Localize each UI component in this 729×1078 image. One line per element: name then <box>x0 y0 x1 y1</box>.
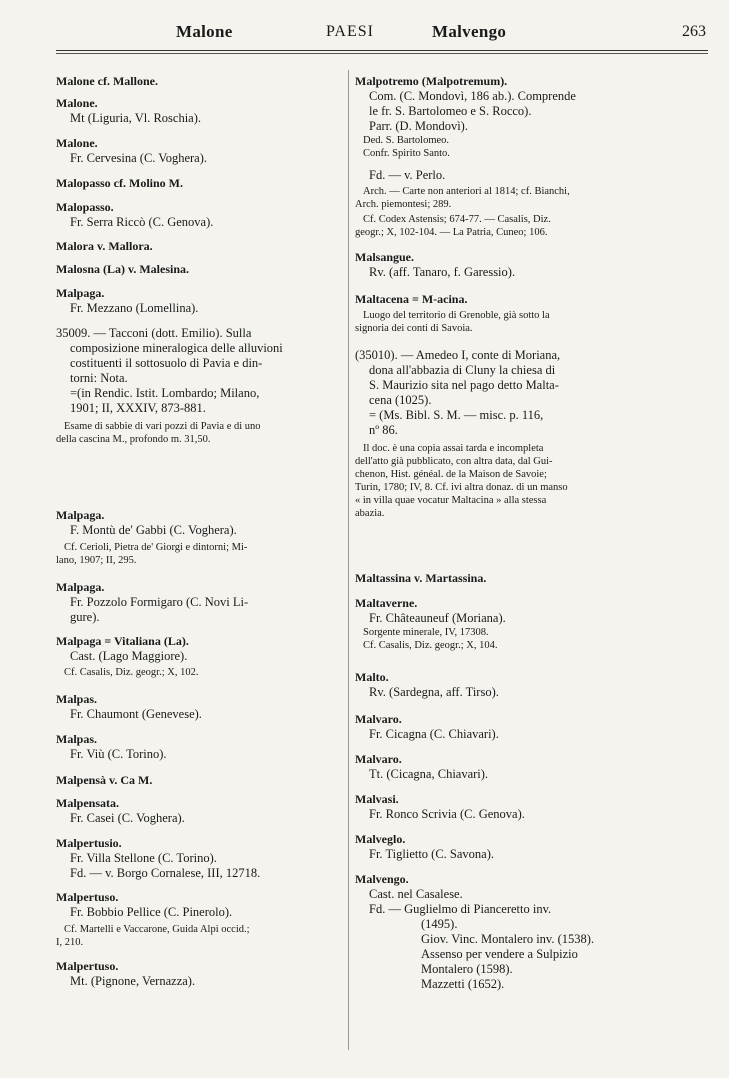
entry-headword: Malora v. Mallora. <box>56 239 153 253</box>
entry <box>56 732 346 762</box>
entry-note: chenon, Hist. généal. de la Maison de Savoie; <box>355 469 547 480</box>
entry-line: Fr. Cicagna (C. Chiavari). <box>369 727 499 741</box>
entry-line: Cast. nel Casalese. <box>369 887 463 901</box>
entry-note: Esame di sabbie di vari pozzi di Pavia e di uno <box>64 421 261 432</box>
entry-note: Arch. piemontesi; 289. <box>355 199 452 210</box>
entry <box>56 326 346 446</box>
entry-note: della cascina M., profondo m. 31,50. <box>56 434 211 445</box>
entry-line: Montalero (1598). <box>421 962 513 976</box>
entry <box>355 168 647 239</box>
entry-headword: Maltacena = M-acina. <box>355 292 468 306</box>
entry <box>355 712 647 742</box>
entry-note: abazia. <box>355 508 385 519</box>
entry-headword: Malopasso. <box>56 200 114 214</box>
entry-line: 1901; II, XXXIV, 873-881. <box>70 401 206 415</box>
entry-line: Mazzetti (1652). <box>421 977 505 991</box>
entry <box>56 262 346 277</box>
entry-headword: Malvaro. <box>355 752 402 766</box>
entry-line: Fr. Chaumont (Genevese). <box>70 707 202 721</box>
entry-line: =(in Rendic. Istit. Lombardo; Milano, <box>70 386 260 400</box>
entry-headword: Malpertusio. <box>56 836 122 850</box>
entry-line: S. Maurizio sita nel pago detto Malta- <box>369 378 559 392</box>
entry <box>355 292 647 335</box>
running-header <box>56 22 708 46</box>
entry-note: Sorgente minerale, IV, 17308. <box>363 627 489 638</box>
entry-headword: Malvasi. <box>355 792 399 806</box>
entry-line: = (Ms. Bibl. S. M. — misc. p. 116, <box>369 408 544 422</box>
entry <box>56 136 346 166</box>
entry <box>56 508 346 567</box>
entry <box>355 348 647 520</box>
entry-note: Confr. Spirito Santo. <box>363 148 450 159</box>
header-section: PAESI <box>326 23 374 40</box>
entry-note: « in villa quae vocatur Maltacina » alla stessa <box>355 495 547 506</box>
entry-headword: Malsangue. <box>355 250 415 264</box>
entry-line: gure). <box>70 610 100 624</box>
entry-note: Cf. Cerioli, Pietra de' Giorgi e dintorni; Mi- <box>64 542 248 553</box>
entry <box>355 670 647 700</box>
column-divider <box>348 70 349 1050</box>
entry-line: Fr. Tiglietto (C. Savona). <box>369 847 495 861</box>
entry-line: Fd. — Guglielmo di Pianceretto inv. <box>369 902 552 916</box>
entry <box>56 836 346 881</box>
entry-line: F. Montù de' Gabbi (C. Voghera). <box>70 523 237 537</box>
entry-line: Rv. (Sardegna, aff. Tirso). <box>369 685 499 699</box>
entry <box>355 571 647 586</box>
entry-line: Assenso per vendere a Sulpizio <box>421 947 578 961</box>
entry-headword: Malveglo. <box>355 832 406 846</box>
header-left-word: Malone <box>176 22 233 41</box>
entry-headword: Malpaga = Vitaliana (La). <box>56 634 189 648</box>
entry-note: geogr.; X, 102-104. — La Patria, Cuneo; 106. <box>355 227 548 238</box>
entry <box>355 596 647 652</box>
entry-line: Fr. Villa Stellone (C. Torino). <box>70 851 217 865</box>
entry-line: costituenti il sottosuolo di Pavia e din- <box>70 356 263 370</box>
entry-line: Cast. (Lago Maggiore). <box>70 649 188 663</box>
entry-note: I, 210. <box>56 937 84 948</box>
entry-line: Tt. (Cicagna, Chiavari). <box>369 767 489 781</box>
entry-line: composizione mineralogica delle alluvioni <box>70 341 283 355</box>
entry-headword: Malvengo. <box>355 872 409 886</box>
entry-headword: Malopasso cf. Molino M. <box>56 176 183 190</box>
entry <box>56 580 346 625</box>
entry <box>56 773 346 788</box>
entry-headword: Malone cf. Mallone. <box>56 74 158 88</box>
entry <box>56 634 346 679</box>
entry-line: Fr. Ronco Scrivia (C. Genova). <box>369 807 525 821</box>
entry-line: Rv. (aff. Tanaro, f. Garessio). <box>369 265 516 279</box>
entry-line: (1495). <box>421 917 458 931</box>
entry-note: Il doc. è una copia assai tarda e incompleta <box>363 443 544 454</box>
entry <box>56 239 346 254</box>
entry <box>56 176 346 191</box>
entry-line: Fr. Bobbio Pellice (C. Pinerolo). <box>70 905 233 919</box>
entry-headword: Malone. <box>56 96 98 110</box>
entry-headword: Malpertuso. <box>56 959 119 973</box>
entry-note: lano, 1907; II, 295. <box>56 555 137 566</box>
entry-line: nº 86. <box>369 423 398 437</box>
entry-line: Fr. Mezzano (Lomellina). <box>70 301 199 315</box>
entry <box>355 872 647 992</box>
entry-line: (35010). — Amedeo I, conte di Moriana, <box>355 348 561 362</box>
entry <box>56 286 346 316</box>
entry <box>56 890 346 949</box>
entry <box>355 752 647 782</box>
entry-line: Com. (C. Mondovì, 186 ab.). Comprende <box>369 89 576 103</box>
entry-headword: Malpaga. <box>56 508 105 522</box>
entry-note: Luogo del territorio di Grenoble, già sotto la <box>363 310 550 321</box>
entry-note: Ded. S. Bartolomeo. <box>363 135 450 146</box>
entry-headword: Malpas. <box>56 732 98 746</box>
entry-line: 35009. — Tacconi (dott. Emilio). Sulla <box>56 326 252 340</box>
entry-line: Fr. Châteauneuf (Moriana). <box>369 611 506 625</box>
entry-line: Fr. Pozzolo Formigaro (C. Novi Li- <box>70 595 249 609</box>
entry-line: torni: Nota. <box>70 371 128 385</box>
entry-line: Fd. — v. Borgo Cornalese, III, 12718. <box>70 866 261 880</box>
entry <box>355 74 647 160</box>
entry <box>56 74 346 89</box>
entry-headword: Malto. <box>355 670 389 684</box>
entry-headword: Malpaga. <box>56 286 105 300</box>
entry-line: Fr. Viù (C. Torino). <box>70 747 167 761</box>
entry-note: Cf. Martelli e Vaccarone, Guida Alpi occid.; <box>64 924 250 935</box>
entry <box>56 692 346 722</box>
entry-headword: Malpensata. <box>56 796 119 810</box>
entry-headword: Malosna (La) v. Malesina. <box>56 262 190 276</box>
entry-note: dell'atto già pubblicato, con altra data, dal Gui- <box>355 456 553 467</box>
entry <box>355 250 647 280</box>
entry-headword: Malpaga. <box>56 580 105 594</box>
entry-line: Mt (Liguria, Vl. Roschia). <box>70 111 201 125</box>
entry-line: Parr. (D. Mondovì). <box>369 119 468 133</box>
entry-headword: Malpas. <box>56 692 98 706</box>
entry-line: Mt. (Pignone, Vernazza). <box>70 974 196 988</box>
entry-headword: Malvaro. <box>355 712 402 726</box>
entry-headword: Malone. <box>56 136 98 150</box>
entry-line: Fr. Casei (C. Voghera). <box>70 811 185 825</box>
entry-note: signoria dei conti di Savoia. <box>355 323 473 334</box>
entry-line: cena (1025). <box>369 393 432 407</box>
entry-headword: Malpotremo (Malpotremum). <box>355 74 508 88</box>
entry-line: Fr. Cervesina (C. Voghera). <box>70 151 208 165</box>
entry <box>355 832 647 862</box>
entry-headword: Malpertuso. <box>56 890 119 904</box>
entry <box>56 959 346 989</box>
entry <box>56 96 346 126</box>
entry-line: Fd. — v. Perlo. <box>369 168 446 182</box>
entry <box>355 792 647 822</box>
entry-line: dona all'abbazia di Cluny la chiesa di <box>369 363 556 377</box>
page-number: 263 <box>682 23 706 40</box>
entry-line: Giov. Vinc. Montalero inv. (1538). <box>421 932 595 946</box>
entry-note: Cf. Casalis, Diz. geogr.; X, 104. <box>363 640 498 651</box>
entry-note: Cf. Codex Astensis; 674-77. — Casalis, Diz. <box>363 214 551 225</box>
header-rule-thin <box>56 53 708 54</box>
entry <box>56 796 346 826</box>
entry-headword: Malpensà v. Ca M. <box>56 773 153 787</box>
entry-line: Fr. Serra Riccò (C. Genova). <box>70 215 214 229</box>
entry-line: le fr. S. Bartolomeo e S. Rocco). <box>369 104 532 118</box>
entry-headword: Maltaverne. <box>355 596 418 610</box>
header-rule <box>56 50 708 51</box>
entry <box>56 200 346 230</box>
header-right-word: Malvengo <box>432 22 507 41</box>
entry-headword: Maltassina v. Martassina. <box>355 571 487 585</box>
entry-note: Turin, 1780; IV, 8. Cf. ivi altra donaz. di un manso <box>355 482 568 493</box>
entry-note: Arch. — Carte non anteriori al 1814; cf. Bianchi, <box>363 186 570 197</box>
entry-note: Cf. Casalis, Diz. geogr.; X, 102. <box>64 667 199 678</box>
